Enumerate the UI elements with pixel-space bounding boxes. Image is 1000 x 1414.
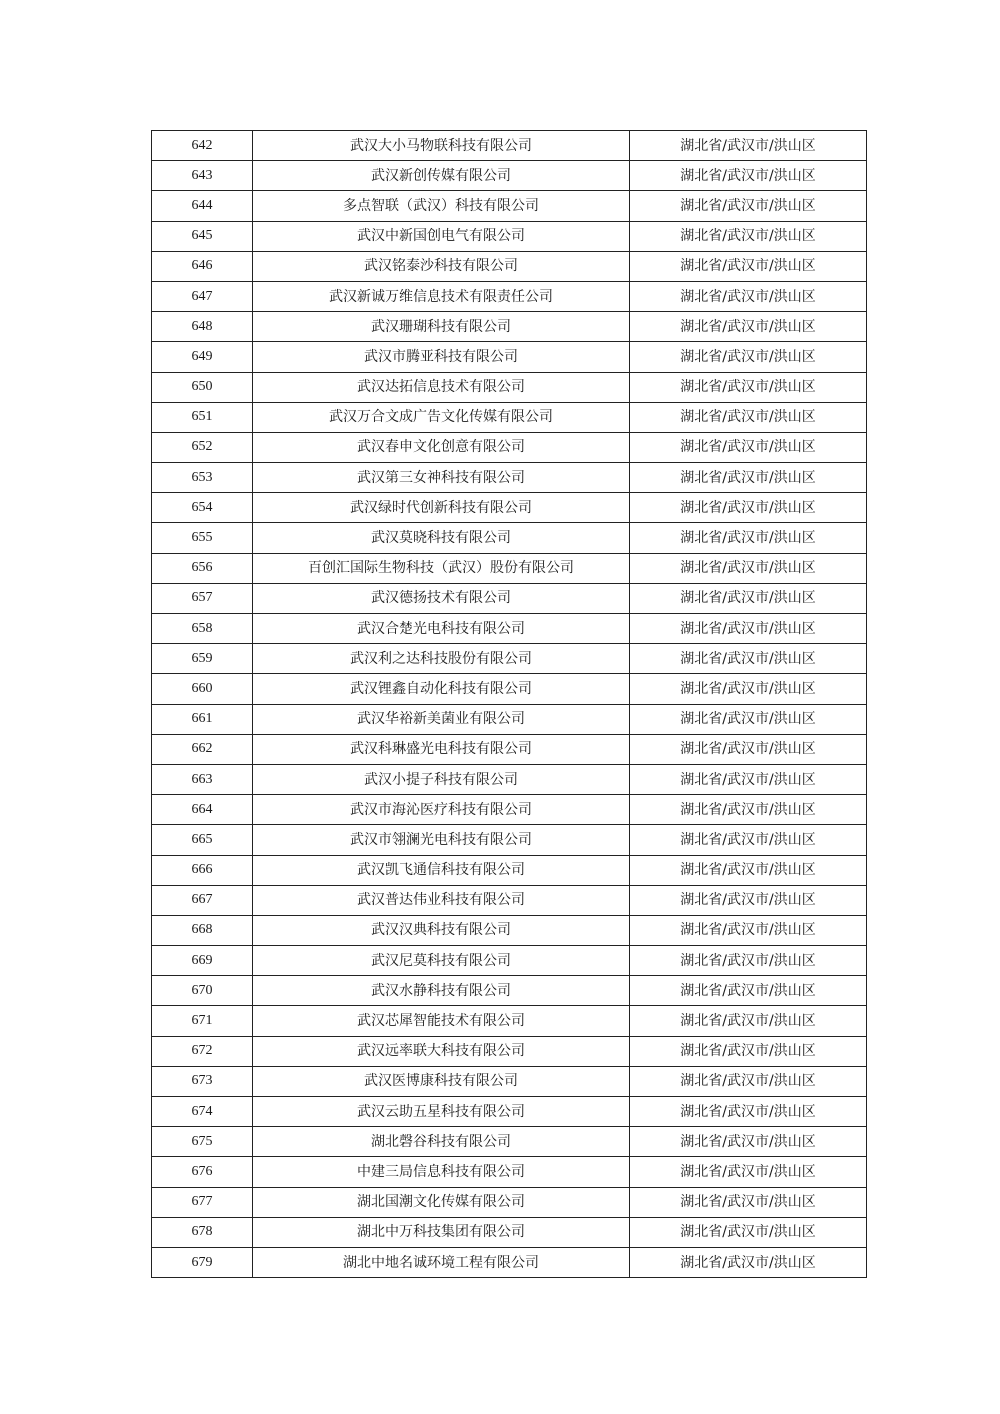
table-row [152, 1157, 867, 1187]
row-number-cell: 677 [152, 1187, 253, 1217]
company-name-cell: 武汉远率联大科技有限公司 [253, 1036, 630, 1066]
company-name-cell: 武汉珊瑚科技有限公司 [253, 312, 630, 342]
company-name-cell: 武汉绿时代创新科技有限公司 [253, 493, 630, 523]
table-row [152, 342, 867, 372]
table-row [152, 946, 867, 976]
row-number-cell: 670 [152, 976, 253, 1006]
company-name-cell: 多点智联（武汉）科技有限公司 [253, 191, 630, 221]
row-number-cell: 644 [152, 191, 253, 221]
table-row [152, 1066, 867, 1096]
region-cell: 湖北省/武汉市/洪山区 [630, 1127, 867, 1157]
row-number-cell: 665 [152, 825, 253, 855]
company-name-cell: 武汉医博康科技有限公司 [253, 1066, 630, 1096]
company-name-cell: 武汉科琳盛光电科技有限公司 [253, 734, 630, 764]
row-number-cell: 645 [152, 221, 253, 251]
table-row [152, 855, 867, 885]
table-row [152, 1217, 867, 1247]
region-cell: 湖北省/武汉市/洪山区 [630, 251, 867, 281]
table-row [152, 1127, 867, 1157]
region-cell: 湖北省/武汉市/洪山区 [630, 704, 867, 734]
region-cell: 湖北省/武汉市/洪山区 [630, 885, 867, 915]
company-name-cell: 武汉新诚万维信息技术有限责任公司 [253, 281, 630, 311]
row-number-cell: 659 [152, 644, 253, 674]
company-name-cell: 武汉第三女神科技有限公司 [253, 463, 630, 493]
region-cell: 湖北省/武汉市/洪山区 [630, 191, 867, 221]
row-number-cell: 668 [152, 915, 253, 945]
company-name-cell: 武汉市腾亚科技有限公司 [253, 342, 630, 372]
region-cell: 湖北省/武汉市/洪山区 [630, 402, 867, 432]
region-cell: 湖北省/武汉市/洪山区 [630, 1006, 867, 1036]
region-cell: 湖北省/武汉市/洪山区 [630, 1187, 867, 1217]
company-table [151, 130, 867, 1278]
row-number-cell: 664 [152, 795, 253, 825]
table-row [152, 372, 867, 402]
row-number-cell: 655 [152, 523, 253, 553]
row-number-cell: 671 [152, 1006, 253, 1036]
row-number-cell: 658 [152, 614, 253, 644]
region-cell: 湖北省/武汉市/洪山区 [630, 976, 867, 1006]
row-number-cell: 652 [152, 432, 253, 462]
region-cell: 湖北省/武汉市/洪山区 [630, 131, 867, 161]
table-row [152, 463, 867, 493]
company-name-cell: 湖北中万科技集团有限公司 [253, 1217, 630, 1247]
row-number-cell: 661 [152, 704, 253, 734]
region-cell: 湖北省/武汉市/洪山区 [630, 1066, 867, 1096]
table-row [152, 825, 867, 855]
row-number-cell: 666 [152, 855, 253, 885]
row-number-cell: 679 [152, 1247, 253, 1277]
row-number-cell: 647 [152, 281, 253, 311]
company-name-cell: 武汉大小马物联科技有限公司 [253, 131, 630, 161]
company-name-cell: 武汉达拓信息技术有限公司 [253, 372, 630, 402]
table-row [152, 1006, 867, 1036]
table-row [152, 432, 867, 462]
row-number-cell: 657 [152, 583, 253, 613]
table-row [152, 915, 867, 945]
region-cell: 湖北省/武汉市/洪山区 [630, 493, 867, 523]
company-name-cell: 武汉万合文成广告文化传媒有限公司 [253, 402, 630, 432]
table-row [152, 523, 867, 553]
row-number-cell: 642 [152, 131, 253, 161]
row-number-cell: 650 [152, 372, 253, 402]
table-row [152, 976, 867, 1006]
row-number-cell: 646 [152, 251, 253, 281]
region-cell: 湖北省/武汉市/洪山区 [630, 614, 867, 644]
region-cell: 湖北省/武汉市/洪山区 [630, 764, 867, 794]
row-number-cell: 675 [152, 1127, 253, 1157]
row-number-cell: 662 [152, 734, 253, 764]
table-row [152, 493, 867, 523]
company-name-cell: 武汉锂鑫自动化科技有限公司 [253, 674, 630, 704]
row-number-cell: 660 [152, 674, 253, 704]
row-number-cell: 678 [152, 1217, 253, 1247]
region-cell: 湖北省/武汉市/洪山区 [630, 312, 867, 342]
company-name-cell: 湖北国潮文化传媒有限公司 [253, 1187, 630, 1217]
table-row [152, 704, 867, 734]
region-cell: 湖北省/武汉市/洪山区 [630, 463, 867, 493]
table-row [152, 644, 867, 674]
region-cell: 湖北省/武汉市/洪山区 [630, 523, 867, 553]
row-number-cell: 653 [152, 463, 253, 493]
table-row [152, 221, 867, 251]
table-row [152, 795, 867, 825]
company-name-cell: 武汉云助五星科技有限公司 [253, 1097, 630, 1127]
region-cell: 湖北省/武汉市/洪山区 [630, 734, 867, 764]
row-number-cell: 643 [152, 161, 253, 191]
region-cell: 湖北省/武汉市/洪山区 [630, 1157, 867, 1187]
region-cell: 湖北省/武汉市/洪山区 [630, 432, 867, 462]
company-name-cell: 武汉新创传媒有限公司 [253, 161, 630, 191]
company-name-cell: 武汉汉典科技有限公司 [253, 915, 630, 945]
table-row [152, 281, 867, 311]
region-cell: 湖北省/武汉市/洪山区 [630, 553, 867, 583]
table-row [152, 251, 867, 281]
table-row [152, 1247, 867, 1277]
region-cell: 湖北省/武汉市/洪山区 [630, 1036, 867, 1066]
company-name-cell: 武汉小提子科技有限公司 [253, 764, 630, 794]
region-cell: 湖北省/武汉市/洪山区 [630, 372, 867, 402]
company-name-cell: 武汉市翎澜光电科技有限公司 [253, 825, 630, 855]
region-cell: 湖北省/武汉市/洪山区 [630, 1247, 867, 1277]
row-number-cell: 649 [152, 342, 253, 372]
row-number-cell: 676 [152, 1157, 253, 1187]
row-number-cell: 654 [152, 493, 253, 523]
company-name-cell: 武汉德扬技术有限公司 [253, 583, 630, 613]
row-number-cell: 648 [152, 312, 253, 342]
company-name-cell: 中建三局信息科技有限公司 [253, 1157, 630, 1187]
table-row [152, 583, 867, 613]
region-cell: 湖北省/武汉市/洪山区 [630, 342, 867, 372]
table-row [152, 764, 867, 794]
company-name-cell: 武汉华裕新美菌业有限公司 [253, 704, 630, 734]
row-number-cell: 667 [152, 885, 253, 915]
table-row [152, 1097, 867, 1127]
region-cell: 湖北省/武汉市/洪山区 [630, 915, 867, 945]
table-row [152, 1187, 867, 1217]
region-cell: 湖北省/武汉市/洪山区 [630, 583, 867, 613]
table-row [152, 1036, 867, 1066]
company-name-cell: 湖北中地名诚环境工程有限公司 [253, 1247, 630, 1277]
company-name-cell: 武汉水静科技有限公司 [253, 976, 630, 1006]
row-number-cell: 656 [152, 553, 253, 583]
company-name-cell: 武汉莫晓科技有限公司 [253, 523, 630, 553]
region-cell: 湖北省/武汉市/洪山区 [630, 674, 867, 704]
company-name-cell: 武汉合楚光电科技有限公司 [253, 614, 630, 644]
company-name-cell: 百创汇国际生物科技（武汉）股份有限公司 [253, 553, 630, 583]
row-number-cell: 663 [152, 764, 253, 794]
table-row [152, 312, 867, 342]
company-name-cell: 武汉芯犀智能技术有限公司 [253, 1006, 630, 1036]
row-number-cell: 651 [152, 402, 253, 432]
company-name-cell: 武汉铭泰沙科技有限公司 [253, 251, 630, 281]
table-row [152, 614, 867, 644]
row-number-cell: 672 [152, 1036, 253, 1066]
table-row [152, 674, 867, 704]
region-cell: 湖北省/武汉市/洪山区 [630, 825, 867, 855]
table-row [152, 402, 867, 432]
table-body [152, 131, 867, 1278]
company-name-cell: 武汉利之达科技股份有限公司 [253, 644, 630, 674]
region-cell: 湖北省/武汉市/洪山区 [630, 946, 867, 976]
table-row [152, 161, 867, 191]
company-name-cell: 武汉春申文化创意有限公司 [253, 432, 630, 462]
region-cell: 湖北省/武汉市/洪山区 [630, 161, 867, 191]
region-cell: 湖北省/武汉市/洪山区 [630, 1217, 867, 1247]
company-name-cell: 武汉凯飞通信科技有限公司 [253, 855, 630, 885]
table-row [152, 131, 867, 161]
table-row [152, 191, 867, 221]
row-number-cell: 669 [152, 946, 253, 976]
company-name-cell: 武汉中新国创电气有限公司 [253, 221, 630, 251]
company-name-cell: 武汉尼莫科技有限公司 [253, 946, 630, 976]
row-number-cell: 674 [152, 1097, 253, 1127]
region-cell: 湖北省/武汉市/洪山区 [630, 855, 867, 885]
table-row [152, 734, 867, 764]
company-name-cell: 湖北磬谷科技有限公司 [253, 1127, 630, 1157]
region-cell: 湖北省/武汉市/洪山区 [630, 281, 867, 311]
table-row [152, 553, 867, 583]
region-cell: 湖北省/武汉市/洪山区 [630, 795, 867, 825]
company-name-cell: 武汉市海沁医疗科技有限公司 [253, 795, 630, 825]
region-cell: 湖北省/武汉市/洪山区 [630, 644, 867, 674]
region-cell: 湖北省/武汉市/洪山区 [630, 221, 867, 251]
table-row [152, 885, 867, 915]
company-name-cell: 武汉普达伟业科技有限公司 [253, 885, 630, 915]
region-cell: 湖北省/武汉市/洪山区 [630, 1097, 867, 1127]
row-number-cell: 673 [152, 1066, 253, 1096]
